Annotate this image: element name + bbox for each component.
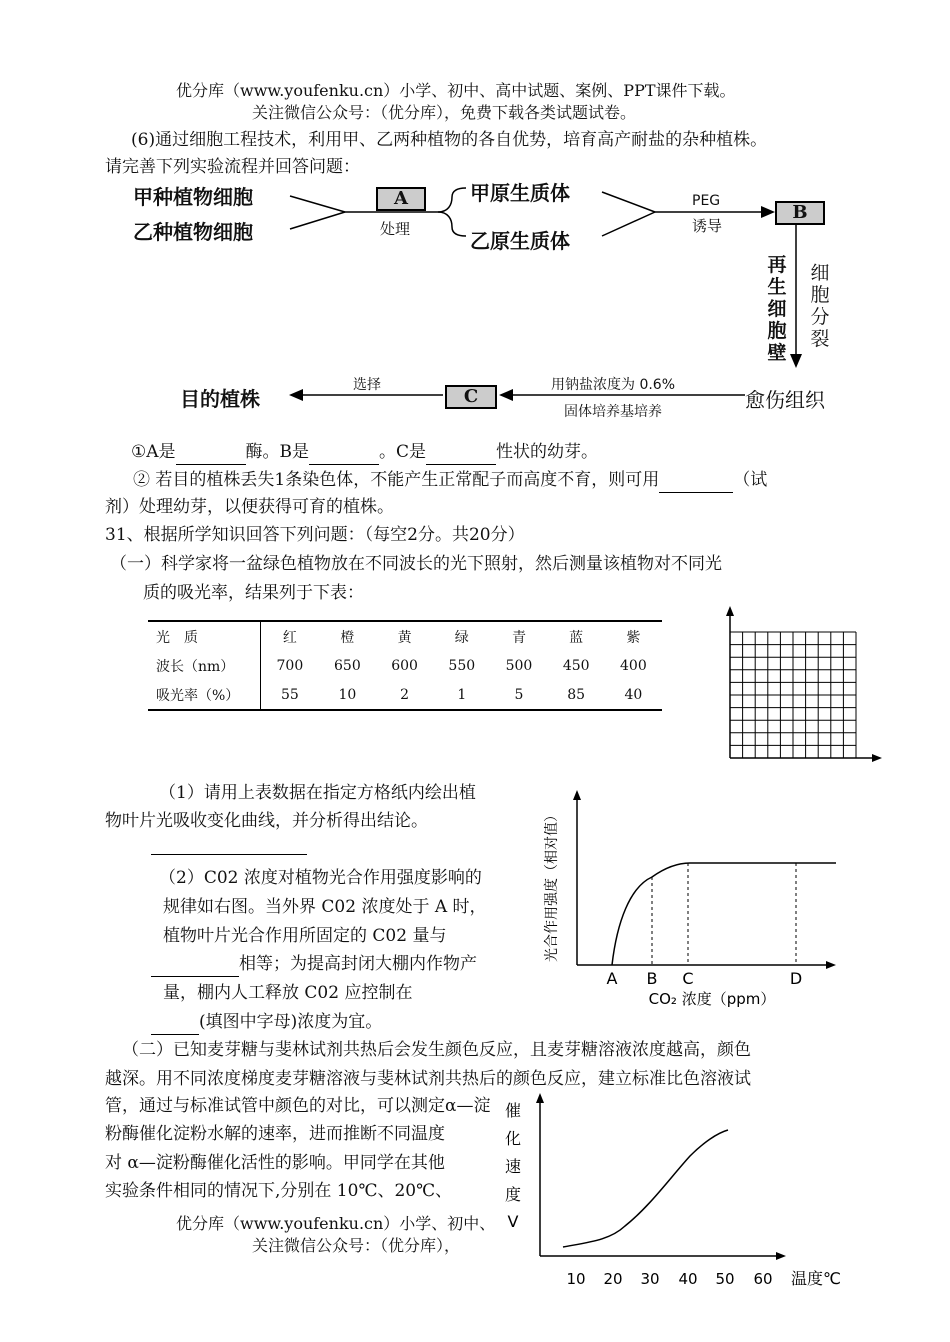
- table-cell: 红: [261, 621, 319, 651]
- table-cell: 400: [620, 657, 647, 674]
- table-cell: 紫: [605, 621, 662, 651]
- graph-paper[interactable]: [710, 600, 890, 770]
- blank-co2-equal[interactable]: [151, 952, 239, 977]
- blank-a[interactable]: [176, 440, 246, 465]
- temp-tick: 40: [678, 1270, 698, 1288]
- co2-y-arrow: [573, 790, 581, 800]
- q31-sub2-line-6: (填图中字母)浓度为宜。: [151, 1010, 382, 1035]
- co2-curve: [612, 863, 836, 965]
- temp-tick: 50: [715, 1270, 735, 1288]
- temp-x-arrow: [776, 1252, 786, 1260]
- temp-y-label-char: 度: [504, 1185, 522, 1204]
- table-cell: 450: [562, 657, 590, 674]
- q31-part2-line-4: 粉酶催化淀粉水解的速率，进而推断不同温度: [105, 1124, 445, 1144]
- q31-sub2-line-4: 相等；为提高封闭大棚内作物产: [151, 952, 477, 977]
- blank-b[interactable]: [309, 440, 379, 465]
- table-cell: 500: [505, 657, 533, 674]
- temp-y-label-char: 催: [504, 1101, 522, 1120]
- temp-y-label-char: 速: [504, 1157, 522, 1176]
- footer-line-1: 优分库（www.youfenku.cn）小学、初中、: [176, 1214, 496, 1233]
- cell-jia: 甲种植物细胞: [133, 185, 253, 209]
- salt-medium-1: 用钠盐浓度为 0.6%: [551, 377, 676, 393]
- q31-part1-line-1: （一）科学家将一盆绿色植物放在不同波长的光下照射，然后测量该植物对不同光: [110, 554, 722, 574]
- footer-line-2: 关注微信公众号：（优分库），: [252, 1236, 461, 1255]
- cell-yi: 乙种植物细胞: [133, 220, 253, 244]
- induce-label: 诱导: [692, 217, 723, 235]
- q6-intro-2: 请完善下列实验流程并回答问题：: [105, 157, 360, 177]
- temperature-chart: [495, 1088, 875, 1293]
- table-cell: 10: [319, 680, 376, 710]
- table-cell: 青: [490, 621, 547, 651]
- q31-sub1-line-1: （1）请用上表数据在指定方格纸内绘出植: [159, 783, 476, 803]
- light-absorption-table: [148, 620, 662, 711]
- table-row: [148, 651, 662, 680]
- table-cell: 波长（nm）: [148, 651, 261, 680]
- temp-x-label: 温度℃: [791, 1269, 841, 1288]
- q31-title: 31、根据所学知识回答下列问题：（每空2分。共20分）: [105, 525, 525, 545]
- table-cell: 650: [334, 657, 361, 674]
- treat-label: 处理: [380, 220, 411, 238]
- co2-point-a: A: [606, 969, 618, 988]
- q31-sub2-line-5: 量，棚内人工释放 C02 应控制在: [163, 983, 413, 1003]
- q31-sub2-line-1: （2）C02 浓度对植物光合作用强度影响的: [159, 868, 482, 888]
- temp-y-label-char: 化: [504, 1129, 522, 1148]
- table-cell: 55: [261, 680, 319, 710]
- table-header-row: [148, 621, 662, 651]
- q31-sub2-line-3: 植物叶片光合作用所固定的 C02 量与: [163, 926, 447, 946]
- table-cell: 550: [448, 657, 476, 674]
- table-cell: 2: [376, 680, 433, 710]
- q31-part2-line-2: 越深。用不同浓度梯度麦芽糖溶液与斐林试剂共热后的颜色反应，建立标准比色溶液试: [105, 1069, 751, 1089]
- cell-division: 细胞分裂: [810, 262, 830, 350]
- co2-y-label: 光合作用强度（相对值）: [544, 808, 560, 962]
- blank-c[interactable]: [426, 440, 496, 465]
- table-cell: 吸光率（%）: [148, 680, 261, 710]
- table-cell: 绿: [433, 621, 490, 651]
- temp-tick: 10: [566, 1270, 586, 1288]
- co2-chart: [530, 782, 870, 1012]
- co2-point-b: B: [646, 969, 658, 988]
- table-row: [148, 680, 662, 710]
- callus: 愈伤组织: [745, 388, 825, 412]
- temp-y-label-char: V: [507, 1212, 519, 1231]
- q31-sub2-line-2: 规律如右图。当外界 C02 浓度处于 A 时，: [163, 897, 487, 917]
- q31-part2-line-5: 对 α—淀粉酶催化活性的影响。甲同学在其他: [105, 1153, 445, 1173]
- protoplast-jia: 甲原生质体: [470, 181, 570, 205]
- q6-answer-line-2: ② 若目的植株丢失1条染色体，不能产生正常配子而高度不育，则可用 （试: [133, 468, 767, 493]
- blank-co2-letter[interactable]: [151, 1010, 199, 1035]
- table-cell: 5: [490, 680, 547, 710]
- box-b: B: [775, 201, 825, 225]
- header-line-2: 关注微信公众号：（优分库），免费下载各类试题试卷。: [252, 103, 637, 122]
- co2-point-c: C: [682, 969, 694, 988]
- peg-label: PEG: [692, 193, 721, 209]
- target-plant: 目的植株: [180, 387, 260, 411]
- blank-conclusion[interactable]: [151, 853, 307, 855]
- table-cell: 1: [433, 680, 490, 710]
- q31-part2-line-3: 管，通过与标准试管中颜色的对比，可以测定α—淀: [105, 1096, 491, 1116]
- q31-part2-line-1: （二）已知麦芽糖与斐林试剂共热后会发生颜色反应，且麦芽糖溶液浓度越高，颜色: [122, 1040, 751, 1060]
- box-c: C: [445, 385, 497, 409]
- blank-reagent[interactable]: [659, 468, 733, 493]
- header-line-1: 优分库（www.youfenku.cn）小学、初中、高中试题、案例、PPT课件下载。: [176, 81, 736, 100]
- q31-part2-line-6: 实验条件相同的情况下,分别在 10℃、20℃、: [105, 1181, 453, 1201]
- co2-x-arrow: [826, 961, 836, 969]
- table-cell: 40: [605, 680, 662, 710]
- salt-medium-2: 固体培养基培养: [564, 404, 662, 420]
- q6-intro-1: (6)通过细胞工程技术，利用甲、乙两种植物的各自优势，培育高产耐盐的杂种植株。: [131, 130, 768, 150]
- table-cell: 光 质: [148, 621, 261, 651]
- table-cell: 600: [391, 657, 418, 674]
- table-cell: 700: [276, 657, 304, 674]
- table-cell: 蓝: [548, 621, 605, 651]
- temp-tick: 30: [640, 1270, 660, 1288]
- temp-tick: 60: [753, 1270, 773, 1288]
- regen-cell-wall: 再生细胞壁: [767, 254, 787, 364]
- temp-tick: 20: [603, 1270, 623, 1288]
- table-cell: 橙: [319, 621, 376, 651]
- q31-sub1-line-2: 物叶片光吸收变化曲线，并分析得出结论。: [105, 811, 428, 831]
- q6-answer-line-3: 剂）处理幼芽，以便获得可育的植株。: [105, 497, 394, 517]
- protoplast-yi: 乙原生质体: [470, 229, 570, 253]
- q31-part1-line-2: 质的吸光率，结果列于下表：: [143, 583, 364, 603]
- box-a: A: [376, 187, 426, 211]
- table-cell: 黄: [376, 621, 433, 651]
- table-cell: 85: [548, 680, 605, 710]
- co2-point-d: D: [789, 969, 803, 988]
- temp-y-arrow: [536, 1093, 544, 1103]
- temp-curve: [563, 1130, 728, 1247]
- select-label: 选择: [353, 377, 381, 393]
- co2-x-label: CO₂ 浓度（ppm）: [648, 990, 776, 1008]
- q6-answer-line-1: ①A是 酶。B是 。C是 性状的幼芽。: [131, 440, 598, 465]
